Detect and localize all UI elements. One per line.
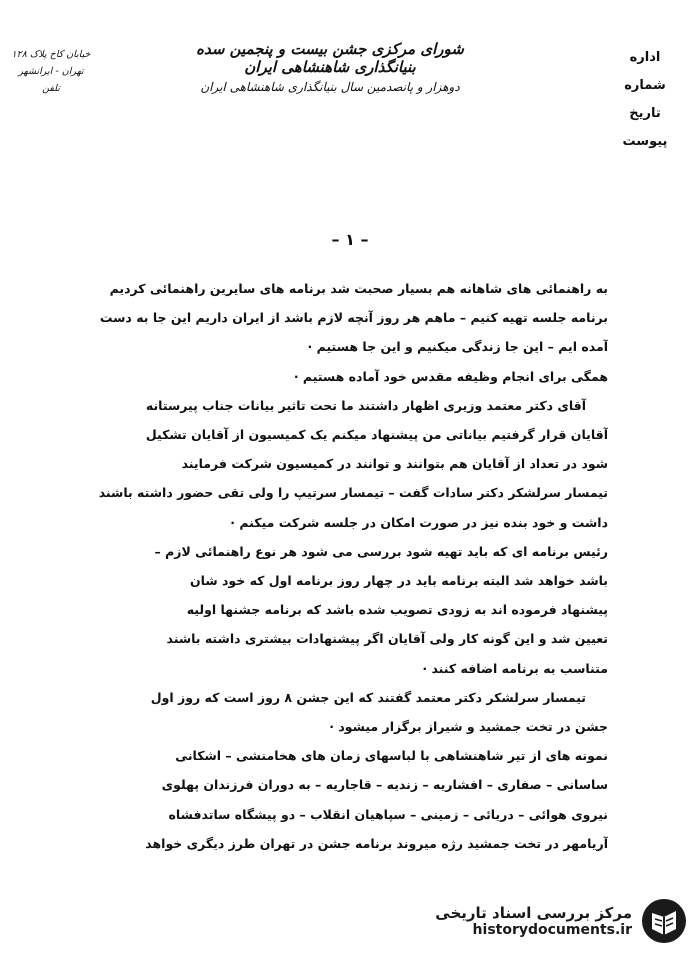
- text-line: ساسانی – صفاری – افشاریه – زندیه – قاجاریه – به دوران فرزندان پهلوی: [161, 777, 608, 793]
- letterhead-title-block: [170, 40, 490, 94]
- watermark-persian-name: مرکز بررسی اسناد تاریخی: [435, 904, 632, 922]
- watermark[interactable]: [429, 893, 694, 949]
- letterhead-title: شورای مرکزی جشن بیست و پنجمین سده بنیانگذاری شاهنشاهی ایران: [196, 40, 464, 76]
- text-line: پیشنهاد فرموده اند به زودی تصویب شده باشد که برنامه جشنها اولیه: [186, 602, 608, 618]
- letterhead-fields: [610, 44, 680, 156]
- text-line: برنامه جلسه تهیه کنیم – ماهم هر روز آنچه لازم باشد از ایران داریم این جا به دست: [99, 310, 608, 326]
- watermark-text: [435, 904, 632, 938]
- address-line: تلفن: [42, 83, 60, 94]
- field-label-attachment: پیوست: [622, 134, 668, 149]
- text-line: باشد خواهد شد البته برنامه باید در چهار روز برنامه اول که خود شان: [189, 573, 608, 589]
- paragraph: [78, 274, 608, 391]
- text-line: نیروی هوائی – دریائی – زمینی – سپاهیان انقلاب – دو پیشگاه ساتدفشاه: [168, 806, 608, 822]
- paragraph: [78, 741, 608, 858]
- field-label-number: شماره: [624, 78, 666, 93]
- text-line: شود در تعداد از آقایان هم بتوانند و توانند در کمیسیون شرکت فرمایند: [181, 456, 608, 472]
- text-line: متناسب به برنامه اضافه کنند ·: [422, 660, 608, 676]
- text-line: آقای دکتر معتمد وزیری اظهار داشتند ما تحت تاثیر بیانات جناب پیرستانه: [145, 397, 586, 413]
- letterhead-subtitle: دوهزار و پانصدمین سال بنیانگذاری شاهنشاهی ایران: [200, 80, 460, 94]
- address-line: خیابان کاخ پلاک ۱۲۸: [11, 49, 91, 60]
- text-line: تیمسار سرلشکر دکتر معتمد گفتند که این جشن ۸ روز است که روز اول: [150, 689, 586, 705]
- field-label-date: تاریخ: [629, 106, 661, 121]
- text-line: رئیس برنامه ای که باید تهیه شود بررسی می شود هر نوع راهنمائی لازم –: [154, 543, 608, 559]
- text-line: نمونه های از تیر شاهنشاهی با لباسهای زمان های هخامنشی – اشکانی: [175, 748, 608, 764]
- page-number: – ۱ –: [331, 230, 369, 249]
- field-label-department: اداره: [629, 50, 661, 65]
- letterhead-address: [6, 46, 96, 97]
- text-line: آقایان قرار گرفتیم بیاناتی من پیشنهاد میکنم یک کمیسیون از آقایان تشکیل: [145, 427, 608, 443]
- text-line: تیمسار سرلشکر دکتر سادات گفت – تیمسار سرتیپ را ولی تقی حضور داشته باشند: [98, 485, 608, 501]
- paragraph: [78, 391, 608, 537]
- paragraph: [78, 537, 608, 683]
- text-line: همگی برای انجام وظیفه مقدس خود آماده هستیم ·: [293, 368, 608, 384]
- text-line: داشت و خود بنده نیز در صورت امکان در جلسه شرکت میکنم ·: [230, 514, 608, 530]
- text-line: به راهنمائی های شاهانه هم بسیار صحبت شد برنامه های سایرین راهنمائی کردیم: [109, 281, 608, 296]
- text-line: آمده ایم – این جا زندگی میکنیم و این جا هستیم ·: [307, 339, 608, 355]
- text-line: آریامهر در تخت جمشید رژه میروند برنامه جشن در تهران طرز دیگری خواهد: [145, 835, 608, 851]
- document-body: [78, 274, 608, 858]
- watermark-url[interactable]: historydocuments.ir: [472, 922, 632, 938]
- book-emblem-icon: [640, 897, 688, 945]
- text-line: جشن در تخت جمشید و شیراز برگزار میشود ·: [329, 719, 608, 735]
- text-line: تعیین شد و این گونه کار ولی آقایان اگر پیشنهادات بیشتری داشته باشند: [166, 631, 608, 647]
- address-line: تهران - ایرانشهر: [18, 66, 84, 77]
- paragraph: [78, 683, 608, 741]
